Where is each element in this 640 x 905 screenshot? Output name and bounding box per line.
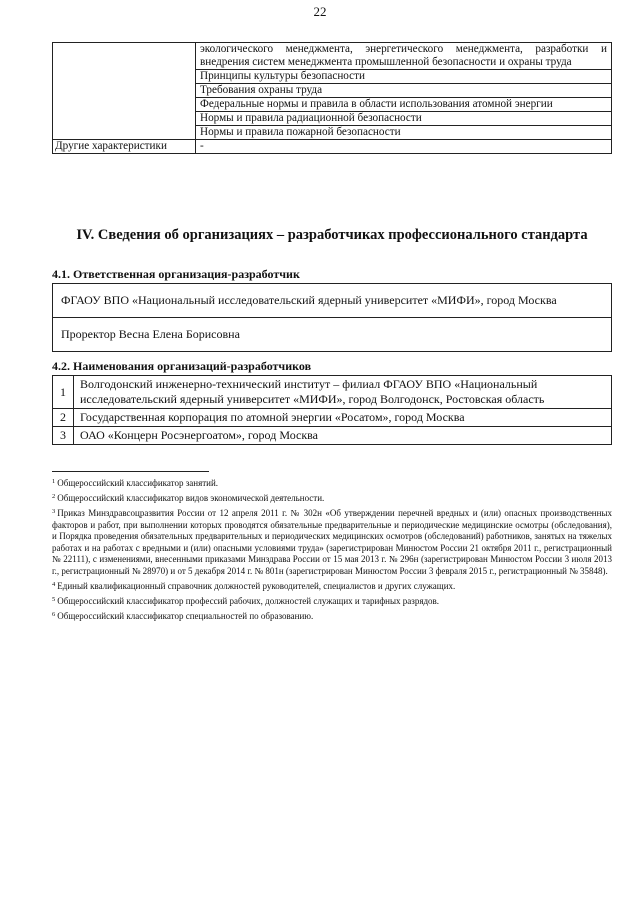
table-row xyxy=(53,284,612,318)
responsible-org-name: ФГАОУ ВПО «Национальный исследовательский ядерный университет «МИФИ», город Москва xyxy=(53,284,612,318)
knowledge-item: Нормы и правила радиационной безопасности xyxy=(196,112,612,126)
footnote-number: 2 xyxy=(52,493,56,500)
row-number: 1 xyxy=(53,376,74,409)
responsible-org-person: Проректор Весна Елена Борисовна xyxy=(53,318,612,352)
developer-name: Волгодонский инженерно-технический институт – филиал ФГАОУ ВПО «Национальный исследовательский ядерный университет «МИФИ», город Волгодонск, Ростовская область xyxy=(74,376,612,409)
footnote-divider xyxy=(52,471,209,472)
footnote xyxy=(52,476,612,490)
table-row xyxy=(53,409,612,427)
footnote-text: Общероссийский классификатор занятий. xyxy=(57,478,219,488)
table-row xyxy=(53,376,612,409)
footnote xyxy=(52,609,612,623)
other-characteristics-label: Другие характеристики xyxy=(53,140,196,154)
footnote-number: 6 xyxy=(52,610,56,618)
footnote-text: Общероссийский классификатор профессий рабочих, должностей служащих и тарифных разрядов. xyxy=(57,595,440,606)
footnote-text: Общероссийский классификатор специальностей по образованию. xyxy=(57,610,314,621)
developers-table xyxy=(52,375,612,445)
footnote xyxy=(52,491,612,505)
footnote-number: 4 xyxy=(52,580,56,588)
table-row xyxy=(53,43,612,70)
other-characteristics-value: - xyxy=(196,140,612,154)
footnote-number: 5 xyxy=(52,595,56,603)
table-cell-empty xyxy=(53,43,196,140)
table-row xyxy=(53,140,612,154)
footnote xyxy=(52,579,612,593)
footnote xyxy=(52,506,612,577)
footnote-text: Единый квалификационный справочник должностей руководителей, специалистов и других служащих. xyxy=(57,580,456,591)
responsible-org-heading: 4.1. Ответственная организация-разработчик xyxy=(52,267,300,281)
footnote-text: Приказ Минздравсоцразвития России от 12 апреля 2011 г. № 302н «Об утверждении перечней вредных и (или) опасных производственных факторов и работ, при выполнении которых проводятся обязательные предварительные и периодические медицинские осмотры (обследования), и Порядка проведения обязательных предварительных и периодических медицинских осмотров (обследований) работников, занятых на тяжелых работах и на работах с вредными и (или) опасными условиями труда» (зарегистрирован Минюстом России 21 октября 2011 г., регистрационный № 22111), с изменениями, внесенными приказами Минздрава России от 15 мая 2013 г. № 296н (зарегистрирован Минюстом России 3 июля 2013 г., регистрационный № 28970) и от 5 декабря 2014 г. № 801н (зарегистрирован Минюстом России 3 февраля 2015 г., регистрационный № 35848). xyxy=(52,508,612,576)
footnote-text: Общероссийский классификатор видов экономической деятельности. xyxy=(57,493,325,503)
table-row xyxy=(53,427,612,445)
footnotes xyxy=(52,476,612,624)
table-row xyxy=(53,318,612,352)
knowledge-item: Принципы культуры безопасности xyxy=(196,70,612,84)
footnote xyxy=(52,594,612,608)
knowledge-item: Требования охраны труда xyxy=(196,84,612,98)
knowledge-item: экологического менеджмента, энергетического менеджмента, разработки и внедрения систем менеджмента промышленной безопасности и охраны труда xyxy=(196,43,612,70)
developer-name: Государственная корпорация по атомной энергии «Росатом», город Москва xyxy=(74,409,612,427)
footnote-number: 3 xyxy=(52,508,56,515)
footnote-number: 1 xyxy=(52,478,56,485)
knowledge-item: Федеральные нормы и правила в области использования атомной энергии xyxy=(196,98,612,112)
row-number: 2 xyxy=(53,409,74,427)
knowledge-table xyxy=(52,42,612,154)
knowledge-item: Нормы и правила пожарной безопасности xyxy=(196,126,612,140)
section-title: IV. Сведения об организациях – разработчиках профессионального стандарта xyxy=(76,227,588,243)
responsible-org-table xyxy=(52,283,612,352)
page-number: 22 xyxy=(313,4,327,19)
developer-name: ОАО «Концерн Росэнергоатом», город Москва xyxy=(74,427,612,445)
row-number: 3 xyxy=(53,427,74,445)
developers-heading: 4.2. Наименования организаций-разработчиков xyxy=(52,359,312,373)
